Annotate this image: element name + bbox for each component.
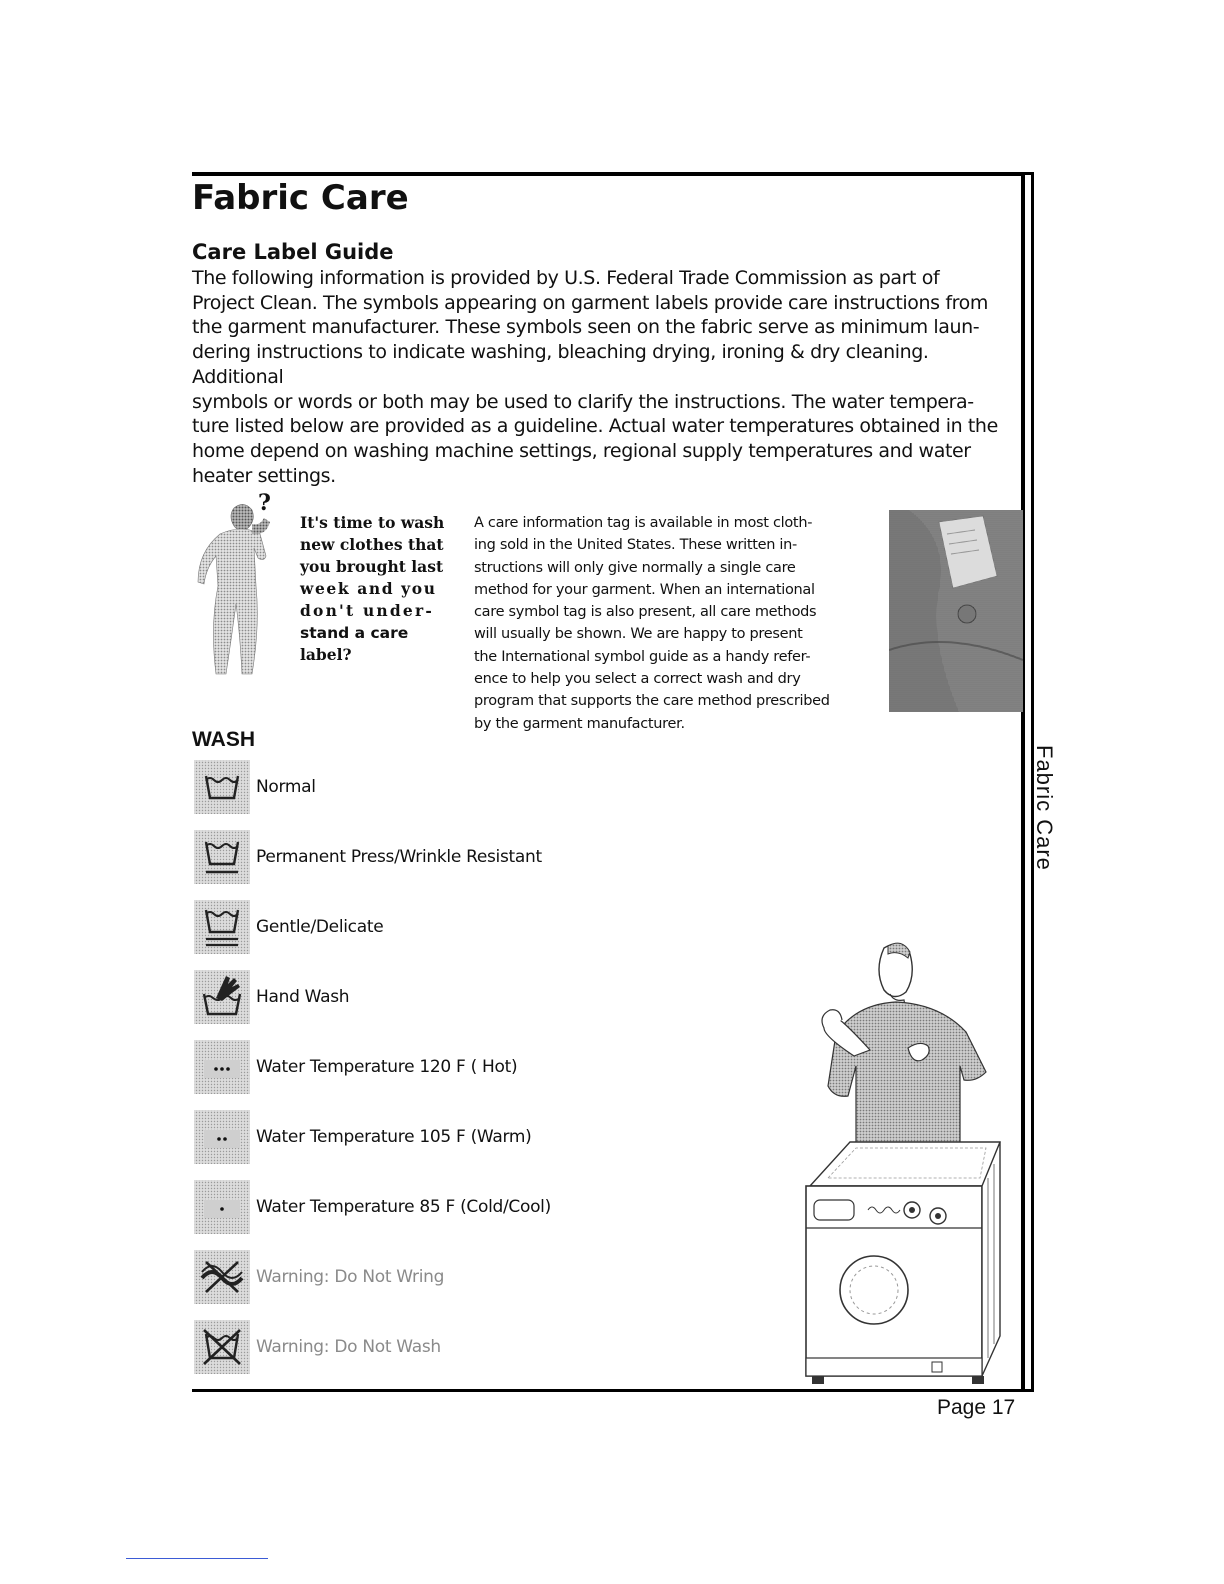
intro-line: home depend on washing machine settings, regional supply temperatures and water (192, 439, 971, 462)
garment-tag-photo (889, 510, 1023, 712)
intro-line: The following information is provided by U.S. Federal Trade Commission as part of (192, 267, 940, 289)
wash-item-permanent-press (192, 828, 752, 886)
confused-woman-illustration (190, 488, 290, 678)
callout-line: It's time to wash (300, 513, 445, 532)
intro-line: dering instructions to indicate washing, bleaching drying, ironing & dry cleaning. Additional (192, 341, 929, 388)
tag-line: ence to help you select a correct wash and dry (474, 671, 801, 688)
wash-item-hot (192, 1038, 752, 1096)
section-title: Care Label Guide (192, 240, 394, 264)
man-illustration (796, 938, 996, 1148)
callout-line: new clothes that (300, 535, 444, 554)
wash-item-label: Water Temperature 105 F (Warm) (256, 1127, 532, 1147)
hand-wash-icon (192, 968, 252, 1026)
side-tab-label: Fabric Care (1032, 745, 1057, 871)
intro-line: the garment manufacturer. These symbols seen on the fabric serve as minimum laun- (192, 316, 980, 339)
wash-item-do-not-wash (192, 1318, 752, 1376)
callout-line: stand a care (300, 624, 409, 642)
page-title: Fabric Care (192, 178, 409, 218)
wash-normal-icon (192, 758, 252, 816)
wash-item-label: Warning: Do Not Wash (256, 1337, 441, 1357)
intro-line: heater settings. (192, 464, 336, 487)
wash-item-warm (192, 1108, 752, 1166)
callout-line: label? (300, 645, 352, 664)
washing-machine-illustration (798, 1138, 1010, 1390)
wash-item-label: Water Temperature 85 F (Cold/Cool) (256, 1197, 551, 1217)
wash-item-hand-wash (192, 968, 752, 1026)
tag-line: structions will only give normally a single care (474, 559, 796, 576)
top-rule (192, 172, 1034, 176)
callout-line: week and you (300, 579, 437, 598)
wash-item-label: Normal (256, 777, 316, 797)
callout-line: you brought last (300, 557, 444, 576)
wash-item-label: Gentle/Delicate (256, 917, 384, 937)
wash-heading: WASH (192, 728, 255, 751)
do-not-wring-icon (192, 1248, 252, 1306)
do-not-wash-icon (192, 1318, 252, 1376)
tag-line: program that supports the care method prescribed (474, 693, 830, 710)
tag-line: ing sold in the United States. These written in- (474, 537, 797, 554)
wash-item-label: Permanent Press/Wrinkle Resistant (256, 847, 542, 867)
wash-gentle-icon (192, 898, 252, 956)
wash-item-gentle (192, 898, 752, 956)
wash-item-do-not-wring (192, 1248, 752, 1306)
question-mark: ? (258, 490, 271, 516)
wash-item-label: Hand Wash (256, 987, 350, 1007)
water-temp-cold-icon (192, 1178, 252, 1236)
wash-item-normal (192, 758, 752, 816)
tag-line: the International symbol guide as a handy refer- (474, 648, 811, 665)
wash-item-label: Water Temperature 120 F ( Hot) (256, 1057, 518, 1077)
tag-info-paragraph (474, 512, 870, 735)
callout-line: don't under- (300, 601, 434, 620)
wash-permanent-press-icon (192, 828, 252, 886)
tag-line: by the garment manufacturer. (474, 715, 685, 732)
intro-line: Project Clean. The symbols appearing on garment labels provide care instructions from (192, 291, 988, 314)
water-temp-hot-icon (192, 1038, 252, 1096)
wash-item-label: Warning: Do Not Wring (256, 1267, 445, 1287)
water-temp-warm-icon (192, 1108, 252, 1166)
intro-paragraph (192, 266, 1017, 488)
footer-link-line (126, 1558, 268, 1559)
intro-line: symbols or words or both may be used to clarify the instructions. The water tempera- (192, 390, 974, 413)
page-number: Page 17 (937, 1396, 1016, 1419)
tag-line: A care information tag is available in most cloth- (474, 515, 813, 531)
wash-item-cold (192, 1178, 752, 1236)
callout-question (300, 512, 452, 666)
tag-line: care symbol tag is also present, all care methods (474, 604, 817, 621)
tag-line: method for your garment. When an international (474, 581, 815, 598)
bottom-rule (192, 1389, 1034, 1392)
tag-line: will usually be shown. We are happy to present (474, 626, 803, 643)
intro-line: ture listed below are provided as a guideline. Actual water temperatures obtained in the (192, 415, 998, 438)
